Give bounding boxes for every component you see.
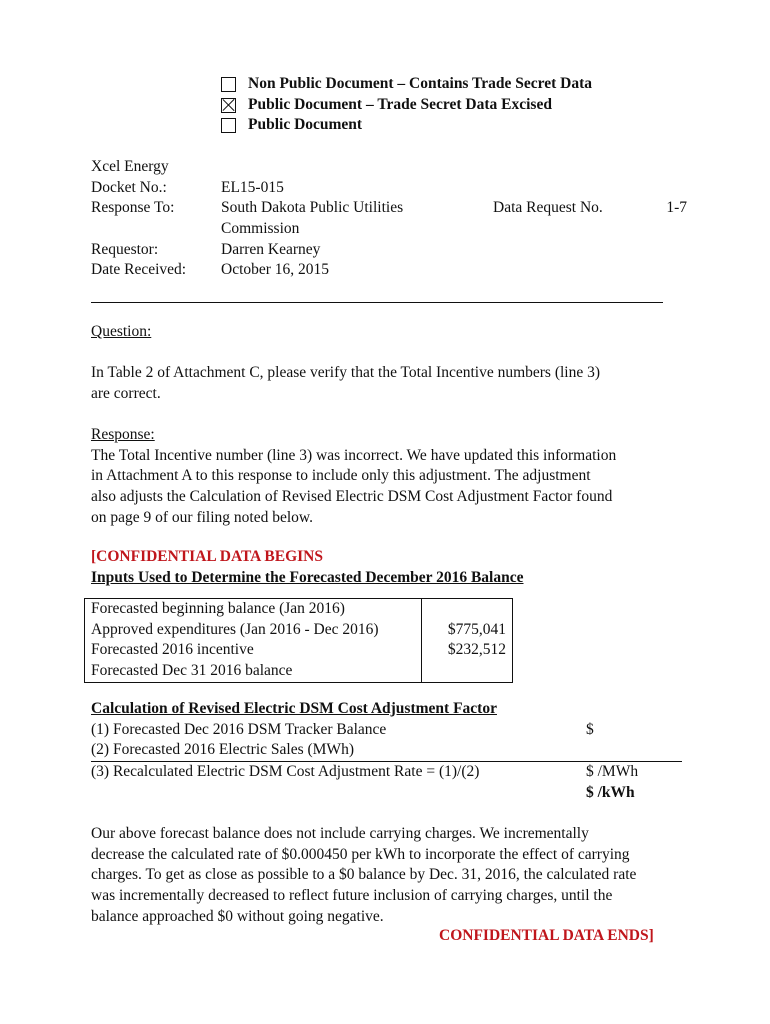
- docket-value: EL15-015: [221, 178, 284, 196]
- checkbox-public-excised[interactable]: [221, 98, 236, 113]
- question-text-line: In Table 2 of Attachment C, please verify that the Total Incentive numbers (line 3): [91, 364, 601, 382]
- inputs-title: Inputs Used to Determine the Forecasted December 2016 Balance: [91, 568, 524, 586]
- closing-text-line: was incrementally decreased to reflect future inclusion of carrying charges, until the: [91, 887, 613, 905]
- checkbox-row-public-excised[interactable]: [221, 95, 592, 116]
- table-cell-label: Forecasted Dec 31 2016 balance: [85, 661, 422, 682]
- calc-row-value: $: [586, 720, 594, 738]
- request-metadata: [91, 157, 691, 281]
- calc-row: [91, 740, 682, 762]
- calc-row: [91, 720, 682, 741]
- checkbox-label: Public Document: [248, 116, 363, 134]
- checkbox-public[interactable]: [221, 118, 236, 133]
- calc-row-value: [586, 740, 682, 761]
- requestor-label: Requestor:: [91, 240, 159, 258]
- checkbox-label: Non Public Document – Contains Trade Secret Data: [248, 75, 593, 92]
- table-cell-value: [422, 661, 513, 682]
- question-text-line: are correct.: [91, 385, 161, 403]
- calc-row: [91, 783, 682, 804]
- closing-text-line: charges. To get as close as possible to a $0 balance by Dec. 31, 2016, the calculated rate: [91, 866, 637, 884]
- response-text-line: The Total Incentive number (line 3) was incorrect. We have updated this information: [91, 446, 617, 464]
- docket-label: Docket No.:: [91, 178, 167, 196]
- checkbox-nonpublic[interactable]: [221, 77, 236, 92]
- table-row: [85, 640, 513, 661]
- section-divider: [91, 302, 663, 303]
- confidential-header: [91, 547, 691, 588]
- response-text-line: on page 9 of our filing noted below.: [91, 508, 313, 526]
- date-received-label: Date Received:: [91, 261, 187, 279]
- closing-text-line: Our above forecast balance does not include carrying charges. We incrementally: [91, 825, 589, 842]
- calc-row-label: (1) Forecasted Dec 2016 DSM Tracker Balance: [91, 720, 387, 738]
- response-to-value: South Dakota Public Utilities: [221, 199, 404, 217]
- company-name: Xcel Energy: [91, 158, 169, 175]
- calc-row-value: $ /MWh: [586, 763, 639, 781]
- table-row: [85, 620, 513, 641]
- table-row: [85, 661, 513, 682]
- checkbox-row-nonpublic[interactable]: [221, 74, 592, 95]
- question-section: [91, 322, 691, 405]
- table-cell-label: Forecasted beginning balance (Jan 2016): [85, 599, 422, 620]
- date-received-value: October 16, 2015: [221, 261, 330, 279]
- table-cell-label: Approved expenditures (Jan 2016 - Dec 2016): [85, 620, 422, 641]
- calculation-title: Calculation of Revised Electric DSM Cost Adjustment Factor: [91, 700, 497, 717]
- table-row: [85, 599, 513, 620]
- response-section: [91, 425, 691, 529]
- document-classification: [221, 74, 592, 136]
- confidential-ends: CONFIDENTIAL DATA ENDS]: [439, 927, 654, 944]
- confidential-begins: [CONFIDENTIAL DATA BEGINS: [91, 548, 323, 565]
- calc-row-label: (3) Recalculated Electric DSM Cost Adjustment Rate = (1)/(2): [91, 763, 480, 781]
- requestor-value: Darren Kearney: [221, 240, 321, 258]
- table-cell-value: $775,041: [422, 620, 513, 641]
- data-request-value: 1-7: [666, 199, 687, 217]
- table-cell-value: [422, 599, 513, 620]
- closing-section: [91, 824, 691, 928]
- checkbox-row-public[interactable]: [221, 115, 592, 136]
- response-heading: Response:: [91, 426, 155, 443]
- response-to-label: Response To:: [91, 199, 175, 217]
- closing-text-line: balance approached $0 without going negative.: [91, 907, 384, 925]
- calculation-section: [91, 699, 682, 803]
- response-text-line: also adjusts the Calculation of Revised Electric DSM Cost Adjustment Factor found: [91, 488, 613, 506]
- calc-per-kwh: $ /kWh: [586, 783, 635, 801]
- question-heading: Question:: [91, 323, 152, 340]
- response-to-value-cont: Commission: [221, 220, 300, 238]
- table-cell-value: $232,512: [422, 640, 513, 661]
- calc-row-label: (2) Forecasted 2016 Electric Sales (MWh): [91, 741, 354, 759]
- response-text-line: in Attachment A to this response to include only this adjustment. The adjustment: [91, 467, 591, 485]
- data-request-label: Data Request No.: [493, 199, 603, 217]
- table-cell-label: Forecasted 2016 incentive: [85, 640, 422, 661]
- calc-row: [91, 762, 682, 783]
- checkbox-label: Public Document – Trade Secret Data Excised: [248, 95, 552, 113]
- closing-text-line: decrease the calculated rate of $0.000450 per kWh to incorporate the effect of carrying: [91, 845, 630, 863]
- inputs-table: [84, 598, 513, 683]
